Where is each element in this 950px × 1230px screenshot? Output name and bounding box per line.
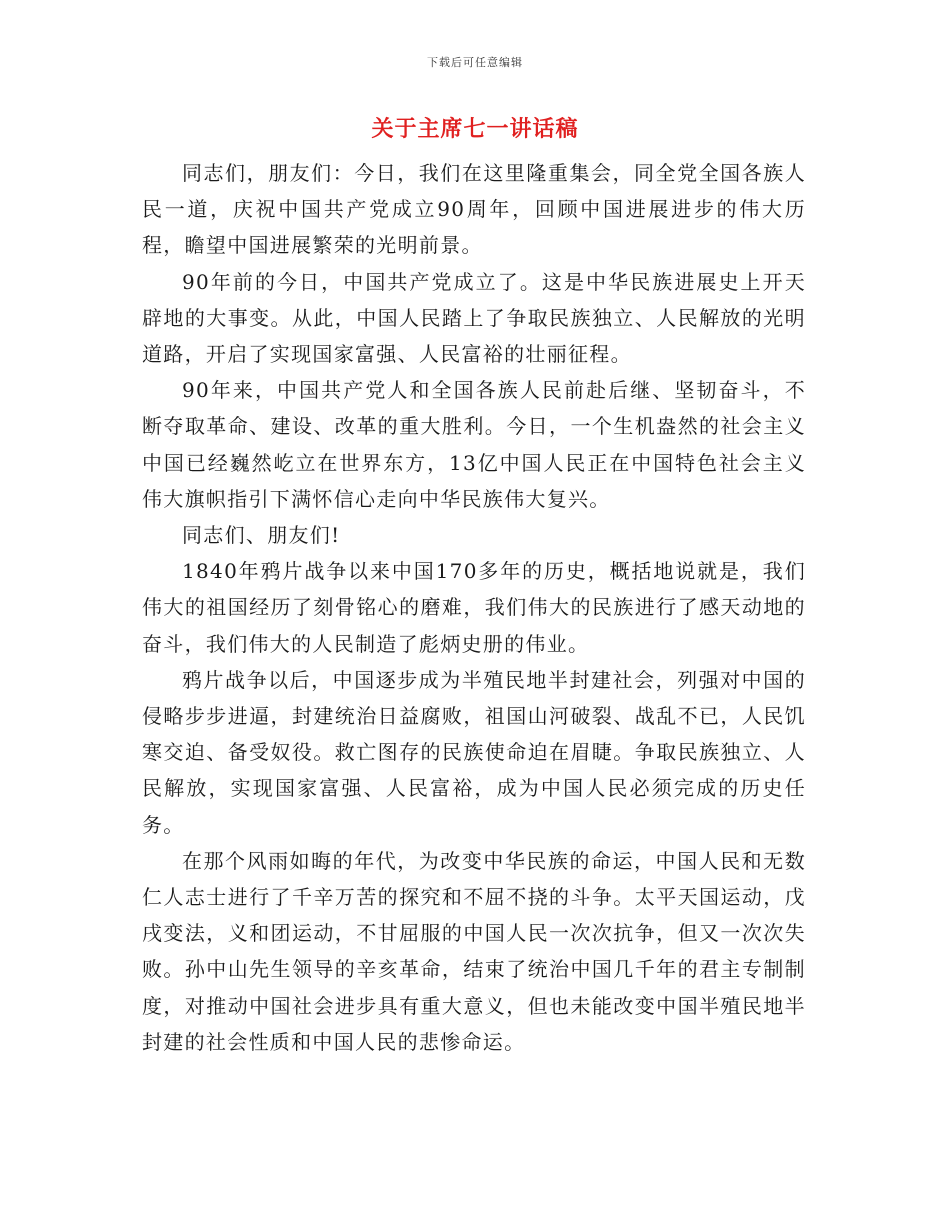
paragraph: 同志们、朋友们! — [182, 523, 341, 548]
document-body — [142, 155, 806, 1060]
document-title: 关于主席七一讲话稿 — [371, 117, 579, 142]
paragraph: 鸦片战争以后，中国逐步成为半殖民地半封建社会，列强对中国的侵略步步进逼，封建统治日益腐败，祖国山河破裂、战乱不已，人民饥寒交迫、备受奴役。救亡图存的民族使命迫在眉睫。争取民族独立、人民解放，实现国家富强、人民富裕，成为中国人民必须完成的历史任务。 — [142, 667, 806, 837]
page-header: 下载后可任意编辑 — [427, 56, 523, 69]
paragraph: 在那个风雨如晦的年代，为改变中华民族的命运，中国人民和无数仁人志士进行了千辛万苦的探究和不屈不挠的斗争。太平天国运动，戊戌变法，义和团运动，不甘屈服的中国人民一次次抗争，但又一次次失败。孙中山先生领导的辛亥革命，结束了统治中国几千年的君主专制制度，对推动中国社会进步具有重大意义，但也未能改变中国半殖民地半封建的社会性质和中国人民的悲惨命运。 — [142, 848, 806, 1054]
paragraph: 1840年鸦片战争以来中国170多年的历史，概括地说就是，我们伟大的祖国经历了刻骨铭心的磨难，我们伟大的民族进行了感天动地的奋斗，我们伟大的人民制造了彪炳史册的伟业。 — [142, 559, 806, 656]
paragraph: 90年前的今日，中国共产党成立了。这是中华民族进展史上开天辟地的大事变。从此，中国人民踏上了争取民族独立、人民解放的光明道路，开启了实现国家富强、人民富裕的壮丽征程。 — [142, 269, 806, 367]
paragraph: 90年来，中国共产党人和全国各族人民前赴后继、坚韧奋斗，不断夺取革命、建设、改革的重大胜利。今日，一个生机盎然的社会主义中国已经巍然屹立在世界东方，13亿中国人民正在中国特色社会主义伟大旗帜指引下满怀信心走向中华民族伟大复兴。 — [142, 378, 806, 511]
paragraph: 同志们，朋友们：今日，我们在这里隆重集会，同全党全国各族人民一道，庆祝中国共产党成立90周年，回顾中国进展进步的伟大历程，瞻望中国进展繁荣的光明前景。 — [142, 161, 806, 258]
